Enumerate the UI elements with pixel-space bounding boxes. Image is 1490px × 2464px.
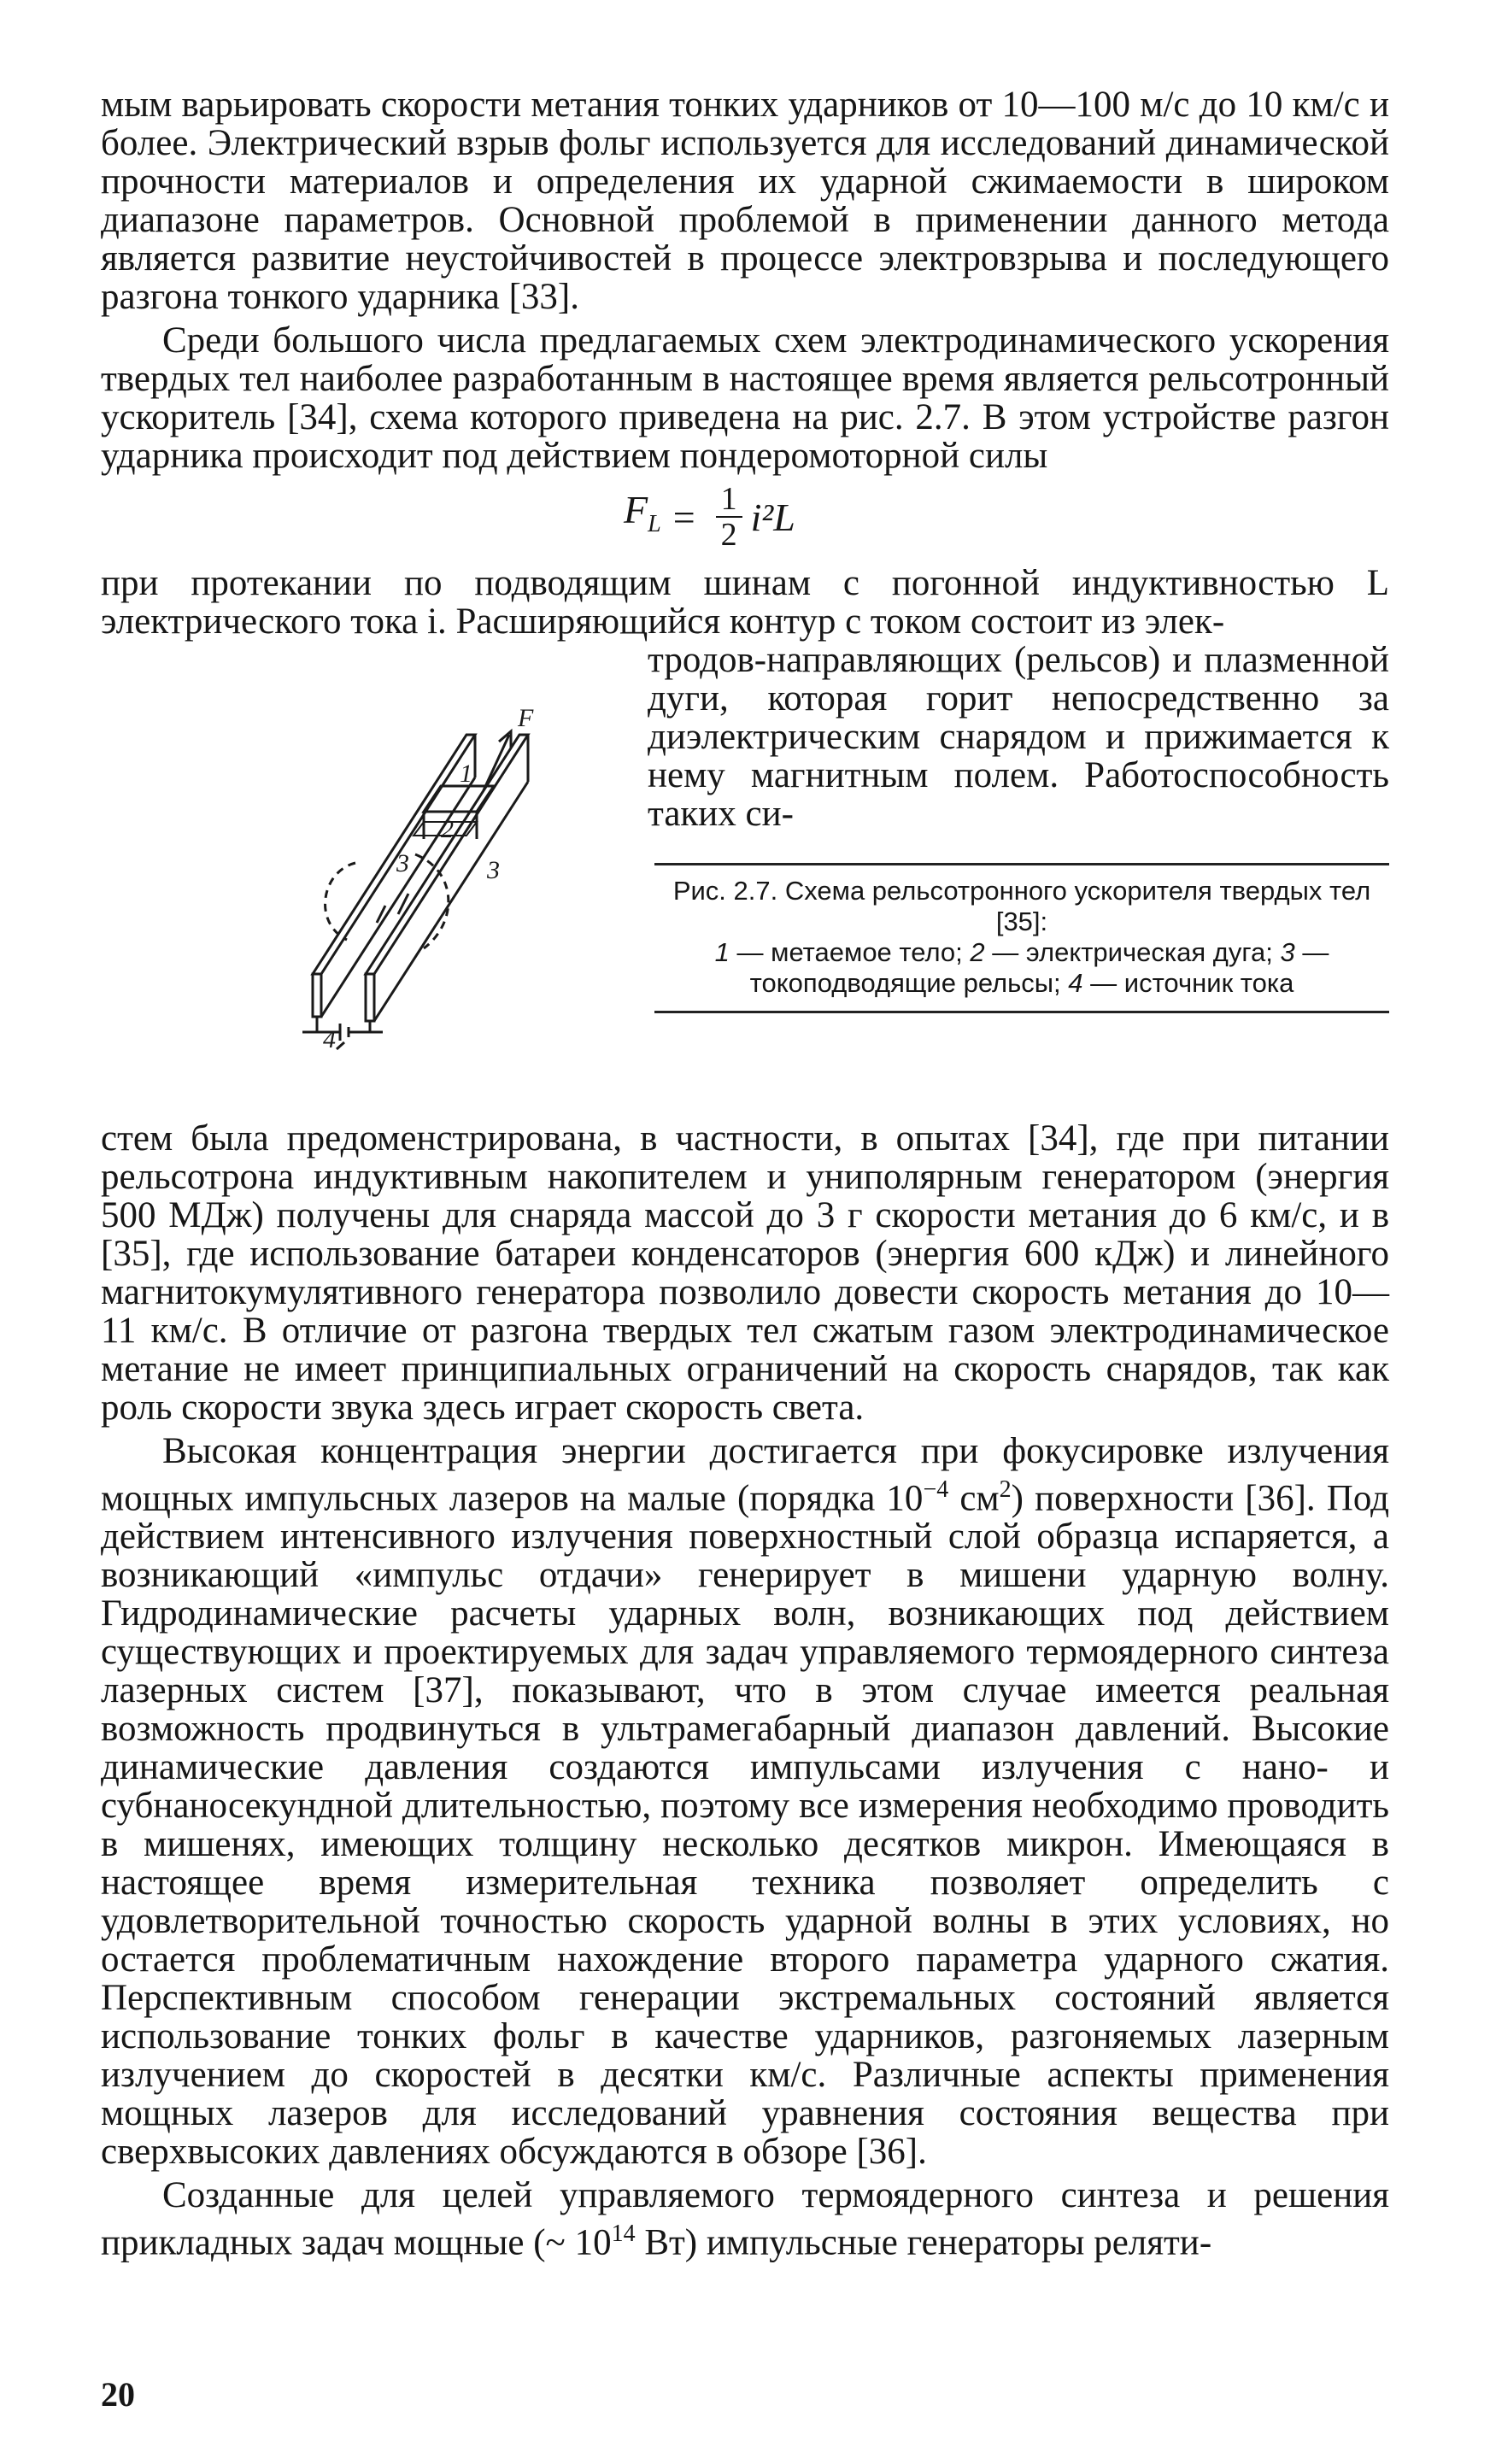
- label-force: F: [518, 704, 534, 732]
- right-rail-front-face: [366, 974, 374, 1021]
- caption-legend: 1 — метаемое тело; 2 — электрическая дуга; 3 — токоподводящие рельсы; 4 — источник тока: [714, 937, 1329, 998]
- formula-lhs: $F_L$: [624, 487, 661, 538]
- source-pointer: [337, 1042, 344, 1049]
- formula-ponderomotive-force: [101, 475, 1389, 564]
- formula-rhs: i²L: [750, 495, 795, 539]
- paragraph-3-top: при протекании по подводящим шинам с погонной индуктивностью L электрического тока i. Расширяющийся контур с током состоит из элек-: [101, 563, 1389, 642]
- paragraph-5: Высокая концентрация энергии достигается при фокусировке излучения мощных импульсных лазеров на малые (порядка $10^{-4}$ $см^2$) поверхности [36]. Под действием интенсивного излучения поверхностный слой образца испаряется, а возникающий «импульс отдачи» генерирует в мишени ударную волну. Гидродинамические расчеты ударных волн, возникающих под действием существующих и проектируемых для задач управляемого термоядерного синтеза лазерных систем [37], показывают, что в этом случае имеется реальная возможность продвинуться в ультрамегабарный диапазон давлений. Высокие динамические давления создаются импульсами излучения с нано- и субнаносекундной длительностью, поэтому все измерения необходимо проводить в мишенях, имеющих толщину несколько десятков микрон. Имеющаяся в настоящее время измерительная техника позволяет определить с удовлетворительной точностью скорость ударной волны в этих условиях, но остается проблематичным нахождение второго параметра ударного сжатия. Перспективным способом генерации экстремальных состояний является использование тонких фольг в качестве ударников, разгоняемых лазерным излучением до скоростей в десятки км/с. Различные аспекты применения мощных лазеров для исследований уравнения состояния вещества при сверхвысоких давлениях обсуждаются в обзоре [36].: [101, 1431, 1389, 2173]
- label-1: 1: [460, 760, 472, 788]
- left-rail-front-face: [313, 974, 321, 1017]
- formula-equals: =: [672, 495, 695, 539]
- label-4: 4: [323, 1025, 336, 1051]
- paragraph-4: стем была предоменстрирована, в частности, в опытах [34], где при питании рельсотрона индуктивным накопителем и униполярным генератором (энергия 500 МДж) получены для снаряда массой до 3 г скорости метания до 6 км/с, и в [35], где использование батареи конденсаторов (энергия 600 кДж) и линейного магнитокумулятивного генератора позволило довести скорость метания до 10—11 км/с. В отличие от разгона твердых тел сжатым газом электродинамическое метание не имеет принципиальных ограничений на скорость снарядов, так как роль скорости звука здесь играет скорость света.: [101, 1118, 1389, 1428]
- page-number: 20: [101, 2375, 135, 2414]
- figure-caption: [654, 863, 1389, 1013]
- document-page: [101, 85, 1389, 2426]
- paragraph-1: мым варьировать скорости метания тонких ударников от 10—100 м/с до 10 км/с и более. Электрический взрыв фольг используется для исследований динамической прочности материалов и определения их ударной сжимаемости в широком диапазоне параметров. Основной проблемой в применении данного метода является развитие неустойчивостей в процессе электровзрыва и последующего разгона тонкого ударника [33].: [101, 85, 1389, 317]
- paragraph-6: Созданные для целей управляемого термоядерного синтеза и решения прикладных задач мощные (~ $10^{14}$ Вт) импульсные генераторы реляти-: [101, 2175, 1389, 2263]
- paragraph-2: Среди большого числа предлагаемых схем электродинамического ускорения твердых тел наиболее разработанным в настоящее время является рельсотронный ускоритель [34], схема которого приведена на рис. 2.7. В этом устройстве разгон ударника происходит под действием пондеромоторной силы: [101, 320, 1389, 476]
- caption-title: Рис. 2.7. Схема рельсотронного ускорителя твердых тел [35]:: [672, 876, 1371, 936]
- label-3-left: 3: [396, 849, 409, 877]
- left-rail-bottom-edge: [321, 777, 475, 1017]
- formula-denominator: 2: [720, 517, 737, 553]
- formula-numerator: 1: [716, 482, 742, 518]
- paragraph-3-side: тродов-направляющих (рельсов) и плазменной дуги, которая горит непосредственно за диэлектрическим снарядом и прижимается к нему магнитным полем. Работоспособность таких си-: [648, 640, 1389, 834]
- figure-2-7: [101, 641, 1389, 1119]
- label-2: 2: [441, 815, 454, 843]
- railgun-diagram: [142, 641, 620, 1051]
- figure-side-text: [648, 641, 1389, 833]
- formula-fraction: [716, 482, 742, 552]
- label-3-right: 3: [487, 856, 500, 884]
